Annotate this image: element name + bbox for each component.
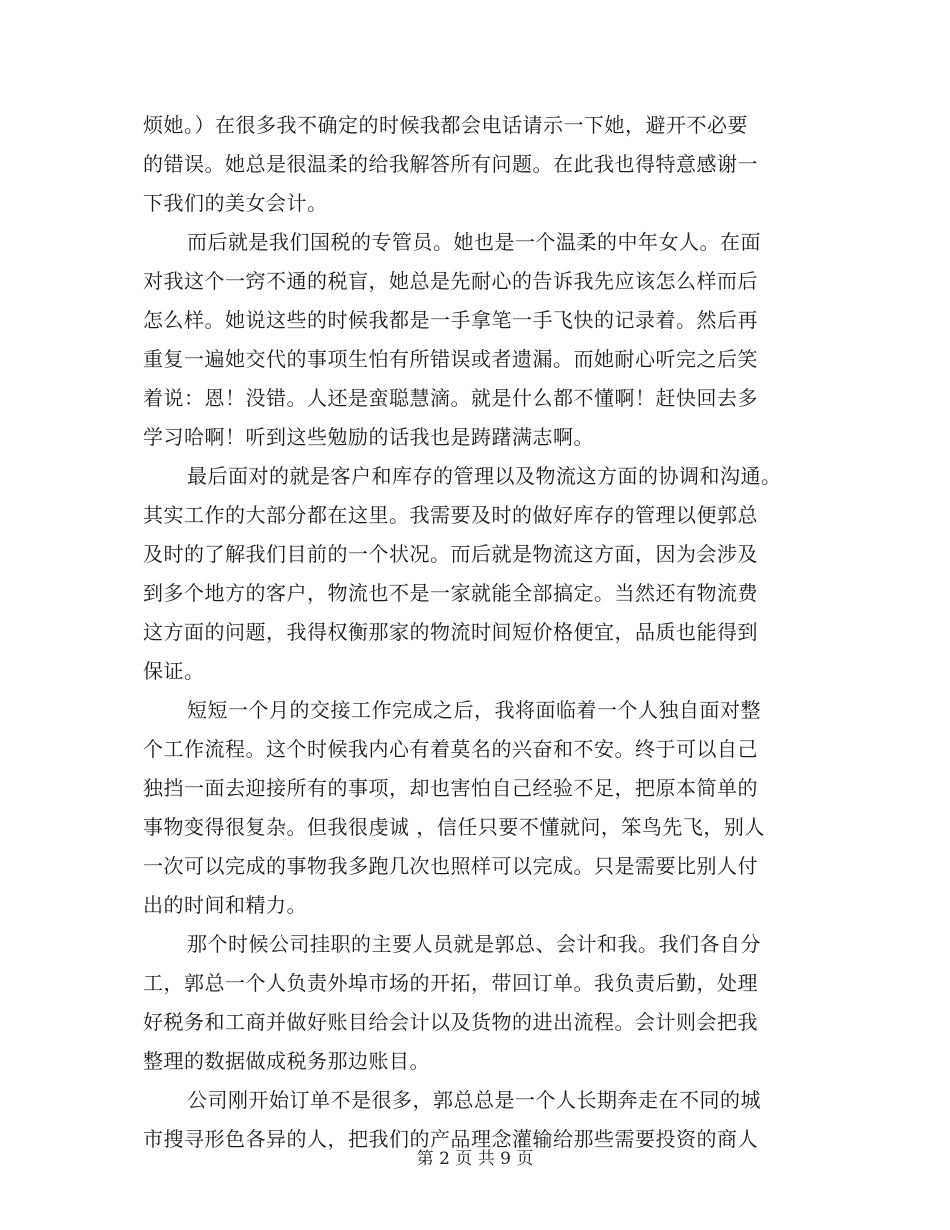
paragraph-start-line: 最后面对的就是客户和库存的管理以及物流这方面的协调和沟通。 [187, 464, 782, 488]
text-line: 下我们的美女会计。 [143, 191, 328, 215]
text-line: 整理的数据做成税务那边账目。 [143, 1049, 430, 1073]
page-number-footer: 第 2 页 共 9 页 [416, 1149, 534, 1169]
text-line: 市搜寻形色各异的人，把我们的产品理念灌输给那些需要投资的商人 [143, 1127, 758, 1151]
text-line: 个工作流程。这个时候我内心有着莫名的兴奋和不安。终于可以自己 [143, 737, 758, 761]
text-line: 着说：恩！没错。人还是蛮聪慧滴。就是什么都不懂啊！赶快回去多 [143, 386, 758, 410]
text-line: 一次可以完成的事物我多跑几次也照样可以完成。只是需要比别人付 [143, 854, 758, 878]
text-line: 保证。 [143, 659, 205, 683]
text-line: 到多个地方的客户，物流也不是一家就能全部搞定。当然还有物流费 [143, 581, 758, 605]
paragraph-start-line: 公司刚开始订单不是很多，郭总总是一个人长期奔走在不同的城 [187, 1088, 761, 1112]
paragraph-start-line: 短短一个月的交接工作完成之后，我将面临着一个人独自面对整 [187, 698, 761, 722]
text-line: 工，郭总一个人负责外埠市场的开拓，带回订单。我负责后勤，处理 [143, 971, 758, 995]
document-body [143, 106, 813, 1159]
text-line: 事物变得很复杂。但我很虔诚 ，信任只要不懂就问，笨鸟先飞，别人 [143, 815, 765, 839]
text-line: 独挡一面去迎接所有的事项，却也害怕自己经验不足，把原本简单的 [143, 776, 758, 800]
text-line: 的错误。她总是很温柔的给我解答所有问题。在此我也得特意感谢一 [143, 152, 758, 176]
text-line: 学习哈啊！听到这些勉励的话我也是踌躇满志啊。 [143, 425, 594, 449]
text-line: 这方面的问题，我得权衡那家的物流时间短价格便宜，品质也能得到 [143, 620, 758, 644]
text-line: 对我这个一窍不通的税盲，她总是先耐心的告诉我先应该怎么样而后 [143, 269, 758, 293]
text-line: 烦她。）在很多我不确定的时候我都会电话请示一下她，避开不必要 [143, 113, 748, 137]
text-line: 其实工作的大部分都在这里。我需要及时的做好库存的管理以便郭总 [143, 503, 758, 527]
text-line: 好税务和工商并做好账目给会计以及货物的进出流程。会计则会把我 [143, 1010, 758, 1034]
paragraph-start-line: 而后就是我们国税的专管员。她也是一个温柔的中年女人。在面 [187, 230, 761, 254]
text-line: 出的时间和精力。 [143, 893, 307, 917]
text-line: 怎么样。她说这些的时候我都是一手拿笔一手飞快的记录着。然后再 [143, 308, 758, 332]
text-line: 重复一遍她交代的事项生怕有所错误或者遗漏。而她耐心听完之后笑 [143, 347, 758, 371]
paragraph-start-line: 那个时候公司挂职的主要人员就是郭总、会计和我。我们各自分 [187, 932, 761, 956]
text-line: 及时的了解我们目前的一个状况。而后就是物流这方面，因为会涉及 [143, 542, 758, 566]
